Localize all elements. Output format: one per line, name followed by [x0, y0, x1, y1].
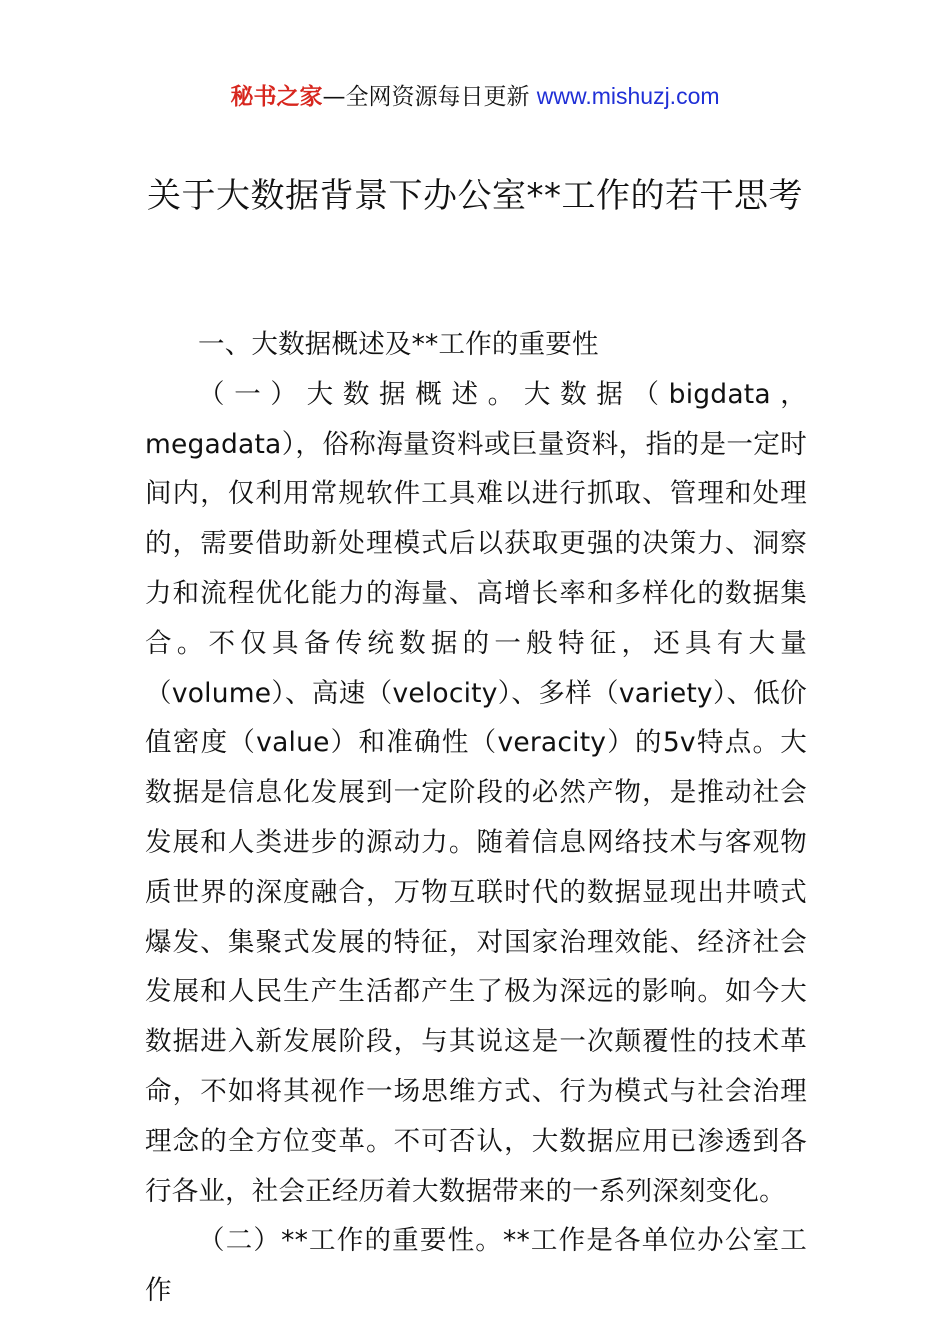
site-url-link[interactable]: www.mishuzj.com	[536, 83, 720, 109]
paragraph: （二）**工作的重要性。**工作是各单位办公室工作	[145, 1225, 807, 1307]
header-tagline: —全网资源每日更新	[322, 84, 530, 110]
paragraph: （一）大数据概述。大数据（bigdata，megadata），俗称海量资料或巨量资料，指的是一定时间内，仅利用常规软件工具难以进行抓取、管理和处理的，需要借助新处理模式后以获取更强的决策力、洞察力和流程优化能力的海量、高增长率和多样化的数据集合。不仅具备传统数据的一般特征，还具有大量（volume）、高速（velocity）、多样（variety）、低价值密度（value）和准确性（veracity）的5v特点。大数据是信息化发展到一定阶段的必然产物，是推动社会发展和人类进步的源动力。随着信息网络技术与客观物质世界的深度融合，万物互联时代的数据显现出井喷式爆发、集聚式发展的特征，对国家治理效能、经济社会发展和人民生产生活都产生了极为深远的影响。如今大数据进入新发展阶段，与其说这是一次颠覆性的技术革命，不如将其视作一场思维方式、行为模式与社会治理理念的全方位变革。不可否认，大数据应用已渗透到各行各业，社会正经历着大数据带来的一系列深刻变化。	[145, 378, 807, 1207]
site-header	[0, 80, 950, 113]
document-title: 关于大数据背景下办公室**工作的若干思考	[147, 176, 803, 216]
section-heading: 一、大数据概述及**工作的重要性	[198, 329, 599, 360]
document-body	[145, 320, 807, 1316]
brand-name: 秘书之家	[230, 84, 323, 110]
